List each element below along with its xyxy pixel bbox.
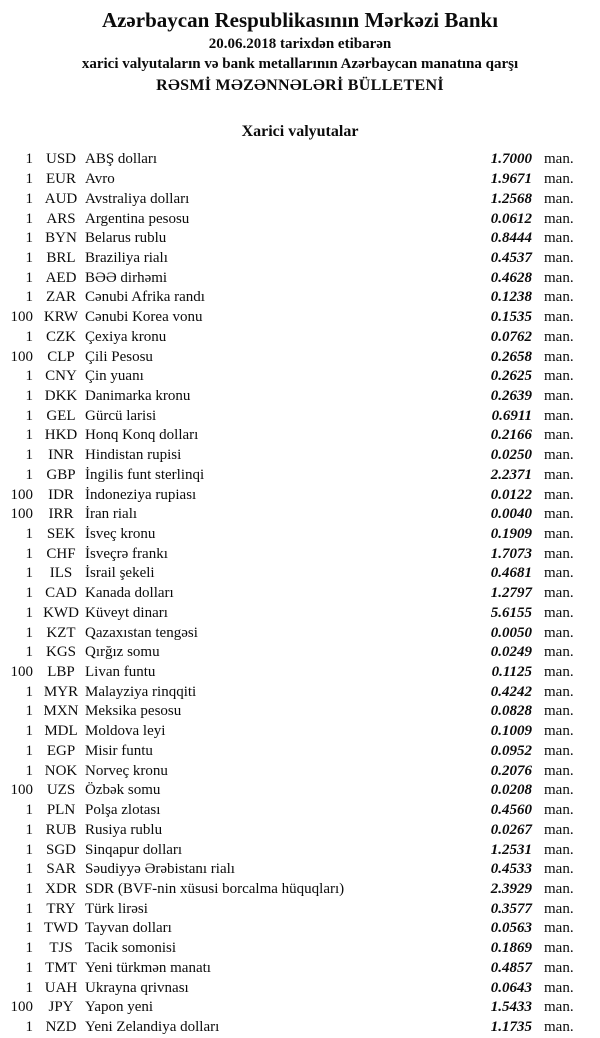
currency-name: Tayvan dolları: [85, 920, 172, 937]
currency-quantity: 1: [25, 151, 33, 168]
currency-name: Ukrayna qrivnası: [85, 979, 189, 996]
currency-code: INR: [48, 447, 74, 464]
currency-quantity: 1: [25, 841, 33, 858]
table-row: [0, 170, 600, 190]
unit-label: man.: [544, 565, 574, 582]
unit-label: man.: [544, 407, 574, 424]
unit-label: man.: [544, 683, 574, 700]
table-row: [0, 722, 600, 742]
currency-name: Misir funtu: [85, 742, 153, 759]
currency-code: IDR: [48, 486, 74, 503]
unit-label: man.: [544, 348, 574, 365]
currency-quantity: 1: [25, 604, 33, 621]
currency-code: UZS: [46, 782, 76, 799]
currency-name: Avro: [85, 171, 115, 188]
unit-label: man.: [544, 802, 574, 819]
unit-label: man.: [544, 880, 574, 897]
unit-label: man.: [544, 821, 574, 838]
currency-name: Avstraliya dolları: [85, 190, 190, 207]
currency-code: BYN: [45, 230, 77, 247]
table-row: [0, 623, 600, 643]
currency-name: Küveyt dinarı: [85, 604, 168, 621]
unit-label: man.: [544, 959, 574, 976]
exchange-rate: 1.7073: [490, 545, 532, 562]
currency-name: Səudiyyə Ərəbistanı rialı: [85, 861, 235, 878]
currency-name: Yeni Zelandiya dolları: [85, 1018, 220, 1035]
exchange-rate: 0.0267: [490, 821, 532, 838]
currency-code: JPY: [48, 999, 74, 1016]
unit-label: man.: [544, 585, 574, 602]
currency-code: TWD: [43, 920, 79, 937]
table-row: [0, 466, 600, 486]
exchange-rate: 0.0612: [490, 210, 532, 227]
currency-name: İran rialı: [85, 506, 138, 523]
exchange-rate: 0.4537: [490, 249, 532, 266]
unit-label: man.: [544, 723, 574, 740]
bulletin-title: RƏSMİ MƏZƏNNƏLƏRİ BÜLLETENİ: [156, 77, 444, 94]
exchange-rate: 0.1869: [490, 940, 532, 957]
bulletin-header: [0, 0, 600, 97]
currency-quantity: 100: [10, 506, 33, 523]
exchange-rate: 0.0050: [490, 624, 532, 641]
unit-label: man.: [544, 151, 574, 168]
currency-code: EUR: [46, 171, 76, 188]
currency-name: Çili Pesosu: [85, 348, 153, 365]
table-row: [0, 663, 600, 683]
currency-quantity: 1: [25, 526, 33, 543]
currency-quantity: 1: [25, 289, 33, 306]
table-row: [0, 426, 600, 446]
exchange-rate: 0.2658: [490, 348, 532, 365]
exchange-rate: 0.2639: [490, 387, 532, 404]
exchange-rate: 0.0563: [490, 920, 532, 937]
exchange-rate: 0.0208: [490, 782, 532, 799]
unit-label: man.: [544, 506, 574, 523]
currency-quantity: 1: [25, 269, 33, 286]
currency-quantity: 1: [25, 585, 33, 602]
table-row: [0, 268, 600, 288]
currency-quantity: 1: [25, 644, 33, 661]
currency-name: İndoneziya rupiası: [85, 486, 197, 503]
currency-name: İsveçrə frankı: [85, 545, 168, 562]
currency-code: GBP: [46, 466, 76, 483]
unit-label: man.: [544, 644, 574, 661]
currency-code: IRR: [48, 506, 74, 523]
table-row: [0, 682, 600, 702]
unit-label: man.: [544, 269, 574, 286]
currency-code: ILS: [49, 565, 73, 582]
exchange-rate: 0.0952: [490, 742, 532, 759]
exchange-rate: 5.6155: [490, 604, 532, 621]
currency-name: Gürcü larisi: [85, 407, 157, 424]
currency-quantity: 1: [25, 861, 33, 878]
currency-code: CZK: [46, 328, 76, 345]
currency-name: Belarus rublu: [85, 230, 167, 247]
currency-quantity: 100: [10, 664, 33, 681]
currency-code: RUB: [45, 821, 77, 838]
table-row: [0, 742, 600, 762]
table-row: [0, 249, 600, 269]
currency-code: CAD: [45, 585, 77, 602]
unit-label: man.: [544, 368, 574, 385]
exchange-rate: 0.0122: [490, 486, 532, 503]
currency-name: Norveç kronu: [85, 762, 168, 779]
currency-name: Türk lirəsi: [85, 900, 148, 917]
currency-name: Argentina pesosu: [85, 210, 190, 227]
table-row: [0, 327, 600, 347]
currency-name: Rusiya rublu: [85, 821, 163, 838]
table-row: [0, 781, 600, 801]
unit-label: man.: [544, 920, 574, 937]
currency-quantity: 1: [25, 210, 33, 227]
unit-label: man.: [544, 782, 574, 799]
currency-quantity: 1: [25, 368, 33, 385]
currency-quantity: 100: [10, 999, 33, 1016]
currency-name: Cənubi Afrika randı: [85, 289, 205, 306]
unit-label: man.: [544, 289, 574, 306]
table-row: [0, 978, 600, 998]
currency-quantity: 1: [25, 171, 33, 188]
unit-label: man.: [544, 447, 574, 464]
table-row: [0, 998, 600, 1018]
currency-name: Cənubi Korea vonu: [85, 309, 203, 326]
table-row: [0, 899, 600, 919]
table-row: [0, 761, 600, 781]
unit-label: man.: [544, 387, 574, 404]
table-row: [0, 288, 600, 308]
unit-label: man.: [544, 309, 574, 326]
currency-name: Çin yuanı: [85, 368, 144, 385]
unit-label: man.: [544, 230, 574, 247]
table-row: [0, 840, 600, 860]
exchange-rate: 0.1125: [491, 664, 532, 681]
table-row: [0, 584, 600, 604]
table-row: [0, 505, 600, 525]
unit-label: man.: [544, 624, 574, 641]
currency-quantity: 1: [25, 802, 33, 819]
currency-code: TJS: [49, 940, 73, 957]
currency-name: SDR (BVF-nin xüsusi borcalma hüquqları): [85, 880, 345, 897]
currency-quantity: 1: [25, 427, 33, 444]
exchange-rate: 0.4681: [490, 565, 532, 582]
unit-label: man.: [544, 328, 574, 345]
currency-code: SGD: [45, 841, 76, 858]
currency-name: Moldova leyi: [85, 723, 166, 740]
currency-name: Danimarka kronu: [85, 387, 191, 404]
currency-code: SEK: [46, 526, 76, 543]
currency-code: ARS: [46, 210, 76, 227]
exchange-rate: 0.2166: [490, 427, 532, 444]
table-row: [0, 801, 600, 821]
unit-label: man.: [544, 762, 574, 779]
section-title: Xarici valyutalar: [241, 123, 359, 140]
currency-code: SAR: [46, 861, 76, 878]
currency-code: USD: [45, 151, 76, 168]
unit-label: man.: [544, 190, 574, 207]
exchange-rate: 0.6911: [491, 407, 532, 424]
currency-quantity: 1: [25, 624, 33, 641]
unit-label: man.: [544, 171, 574, 188]
exchange-rate: 1.2797: [490, 585, 532, 602]
table-row: [0, 702, 600, 722]
unit-label: man.: [544, 526, 574, 543]
currency-name: İsrail şekeli: [85, 565, 155, 582]
table-row: [0, 880, 600, 900]
currency-quantity: 1: [25, 979, 33, 996]
currency-name: İsveç kronu: [85, 526, 156, 543]
table-row: [0, 643, 600, 663]
currency-code: EGP: [46, 742, 76, 759]
currency-code: LBP: [47, 664, 75, 681]
exchange-rate: 1.2531: [490, 841, 532, 858]
bank-title: Azərbaycan Respublikasının Mərkəzi Bankı: [101, 8, 499, 32]
exchange-rate: 0.0040: [490, 506, 532, 523]
exchange-rate: 0.1535: [490, 309, 532, 326]
table-row: [0, 820, 600, 840]
unit-label: man.: [544, 210, 574, 227]
currency-quantity: 1: [25, 190, 33, 207]
currency-quantity: 1: [25, 387, 33, 404]
currency-code: MDL: [44, 723, 78, 740]
table-row: [0, 446, 600, 466]
exchange-rate: 0.0828: [490, 703, 532, 720]
currency-quantity: 1: [25, 466, 33, 483]
table-row: [0, 544, 600, 564]
currency-code: DKK: [44, 387, 78, 404]
effective-date-line: 20.06.2018 tarixdən etibarən: [208, 36, 392, 52]
currency-code: HKD: [44, 427, 78, 444]
currency-code: CLP: [47, 348, 75, 365]
table-row: [0, 406, 600, 426]
table-row: [0, 308, 600, 328]
exchange-rate: 0.4628: [490, 269, 532, 286]
exchange-rate: 0.4533: [490, 861, 532, 878]
unit-label: man.: [544, 486, 574, 503]
exchange-rate: 1.1735: [490, 1018, 532, 1035]
unit-label: man.: [544, 940, 574, 957]
unit-label: man.: [544, 427, 574, 444]
currency-code: KGS: [45, 644, 76, 661]
unit-label: man.: [544, 979, 574, 996]
currency-quantity: 1: [25, 328, 33, 345]
exchange-rate: 1.2568: [490, 190, 532, 207]
currency-quantity: 1: [25, 762, 33, 779]
currency-quantity: 1: [25, 880, 33, 897]
currency-quantity: 100: [10, 309, 33, 326]
currency-quantity: 1: [25, 249, 33, 266]
currency-quantity: 1: [25, 1018, 33, 1035]
currency-name: Malayziya rinqqiti: [85, 683, 197, 700]
table-row: [0, 150, 600, 170]
currency-quantity: 1: [25, 900, 33, 917]
exchange-rate: 0.8444: [490, 230, 532, 247]
currency-name: Özbək somu: [85, 782, 161, 799]
table-row: [0, 939, 600, 959]
currency-quantity: 1: [25, 683, 33, 700]
table-row: [0, 525, 600, 545]
currency-name: Livan funtu: [85, 664, 156, 681]
exchange-rate: 2.3929: [490, 880, 532, 897]
unit-label: man.: [544, 861, 574, 878]
unit-label: man.: [544, 900, 574, 917]
currency-code: TRY: [46, 900, 76, 917]
currency-name: Hindistan rupisi: [85, 447, 182, 464]
table-row: [0, 209, 600, 229]
exchange-rate: 0.0249: [490, 644, 532, 661]
table-row: [0, 485, 600, 505]
exchange-rate: 1.7000: [490, 151, 532, 168]
currency-name: Sinqapur dolları: [85, 841, 183, 858]
currency-quantity: 1: [25, 407, 33, 424]
currency-quantity: 1: [25, 723, 33, 740]
currency-code: TMT: [45, 959, 77, 976]
currency-name: Meksika pesosu: [85, 703, 182, 720]
currency-quantity: 1: [25, 940, 33, 957]
unit-label: man.: [544, 604, 574, 621]
unit-label: man.: [544, 742, 574, 759]
table-row: [0, 367, 600, 387]
currency-quantity: 1: [25, 230, 33, 247]
currency-name: Çexiya kronu: [85, 328, 167, 345]
currency-code: MXN: [43, 703, 79, 720]
unit-label: man.: [544, 249, 574, 266]
table-row: [0, 958, 600, 978]
currency-quantity: 1: [25, 703, 33, 720]
currency-name: İngilis funt sterlinqi: [85, 466, 205, 483]
currency-name: BƏƏ dirhəmi: [85, 269, 168, 286]
unit-label: man.: [544, 466, 574, 483]
currency-code: PLN: [46, 802, 76, 819]
exchange-rate: 0.2625: [490, 368, 532, 385]
currency-code: CNY: [45, 368, 77, 385]
currency-quantity: 100: [10, 348, 33, 365]
currency-code: NOK: [44, 762, 78, 779]
exchange-rate: 0.3577: [490, 900, 532, 917]
currency-name: Yapon yeni: [85, 999, 154, 1016]
exchange-rate: 0.0250: [490, 447, 532, 464]
exchange-rate: 1.5433: [490, 999, 532, 1016]
exchange-rate: 0.4242: [490, 683, 532, 700]
currency-code: KWD: [43, 604, 79, 621]
subtitle-line: xarici valyutaların və bank metallarının Azərbaycan manatına qarşı: [81, 56, 519, 72]
currency-quantity: 1: [25, 920, 33, 937]
currency-quantity: 1: [25, 545, 33, 562]
currency-code: NZD: [45, 1018, 77, 1035]
exchange-rate: 0.1009: [490, 723, 532, 740]
currency-quantity: 1: [25, 821, 33, 838]
currency-code: CHF: [46, 545, 76, 562]
table-row: [0, 229, 600, 249]
currency-quantity: 1: [25, 447, 33, 464]
unit-label: man.: [544, 703, 574, 720]
currency-quantity: 100: [10, 486, 33, 503]
exchange-rates-table: [0, 150, 600, 1037]
currency-name: Honq Konq dolları: [85, 427, 199, 444]
table-row: [0, 860, 600, 880]
currency-code: KZT: [46, 624, 76, 641]
currency-name: Tacik somonisi: [85, 940, 177, 957]
currency-code: ZAR: [46, 289, 76, 306]
unit-label: man.: [544, 999, 574, 1016]
exchange-rate: 0.4560: [490, 802, 532, 819]
currency-quantity: 1: [25, 742, 33, 759]
currency-name: Qırğız somu: [85, 644, 160, 661]
currency-name: Polşa zlotası: [85, 802, 161, 819]
currency-name: Qazaxıstan tengəsi: [85, 624, 198, 641]
currency-quantity: 100: [10, 782, 33, 799]
table-row: [0, 564, 600, 584]
currency-name: Braziliya rialı: [85, 249, 168, 266]
exchange-rate: 0.1909: [490, 526, 532, 543]
exchange-rate: 0.0762: [490, 328, 532, 345]
exchange-rate: 2.2371: [490, 466, 532, 483]
unit-label: man.: [544, 545, 574, 562]
currency-code: AED: [45, 269, 77, 286]
currency-name: Kanada dolları: [85, 585, 174, 602]
currency-code: MYR: [43, 683, 79, 700]
currency-code: GEL: [46, 407, 76, 424]
currency-code: AUD: [44, 190, 78, 207]
table-row: [0, 347, 600, 367]
currency-quantity: 1: [25, 565, 33, 582]
currency-code: KRW: [43, 309, 79, 326]
table-row: [0, 189, 600, 209]
exchange-rate: 0.0643: [490, 979, 532, 996]
exchange-rate: 1.9671: [490, 171, 532, 188]
exchange-rate: 0.1238: [490, 289, 532, 306]
currency-code: XDR: [45, 880, 77, 897]
currency-quantity: 1: [25, 959, 33, 976]
currency-code: UAH: [44, 979, 78, 996]
currency-name: ABŞ dolları: [85, 151, 158, 168]
currency-code: BRL: [46, 249, 76, 266]
table-row: [0, 604, 600, 624]
unit-label: man.: [544, 1018, 574, 1035]
table-row: [0, 1018, 600, 1038]
currency-name: Yeni türkmən manatı: [85, 959, 211, 976]
unit-label: man.: [544, 841, 574, 858]
exchange-rate: 0.4857: [490, 959, 532, 976]
unit-label: man.: [544, 664, 574, 681]
table-row: [0, 387, 600, 407]
exchange-rate: 0.2076: [490, 762, 532, 779]
table-row: [0, 919, 600, 939]
